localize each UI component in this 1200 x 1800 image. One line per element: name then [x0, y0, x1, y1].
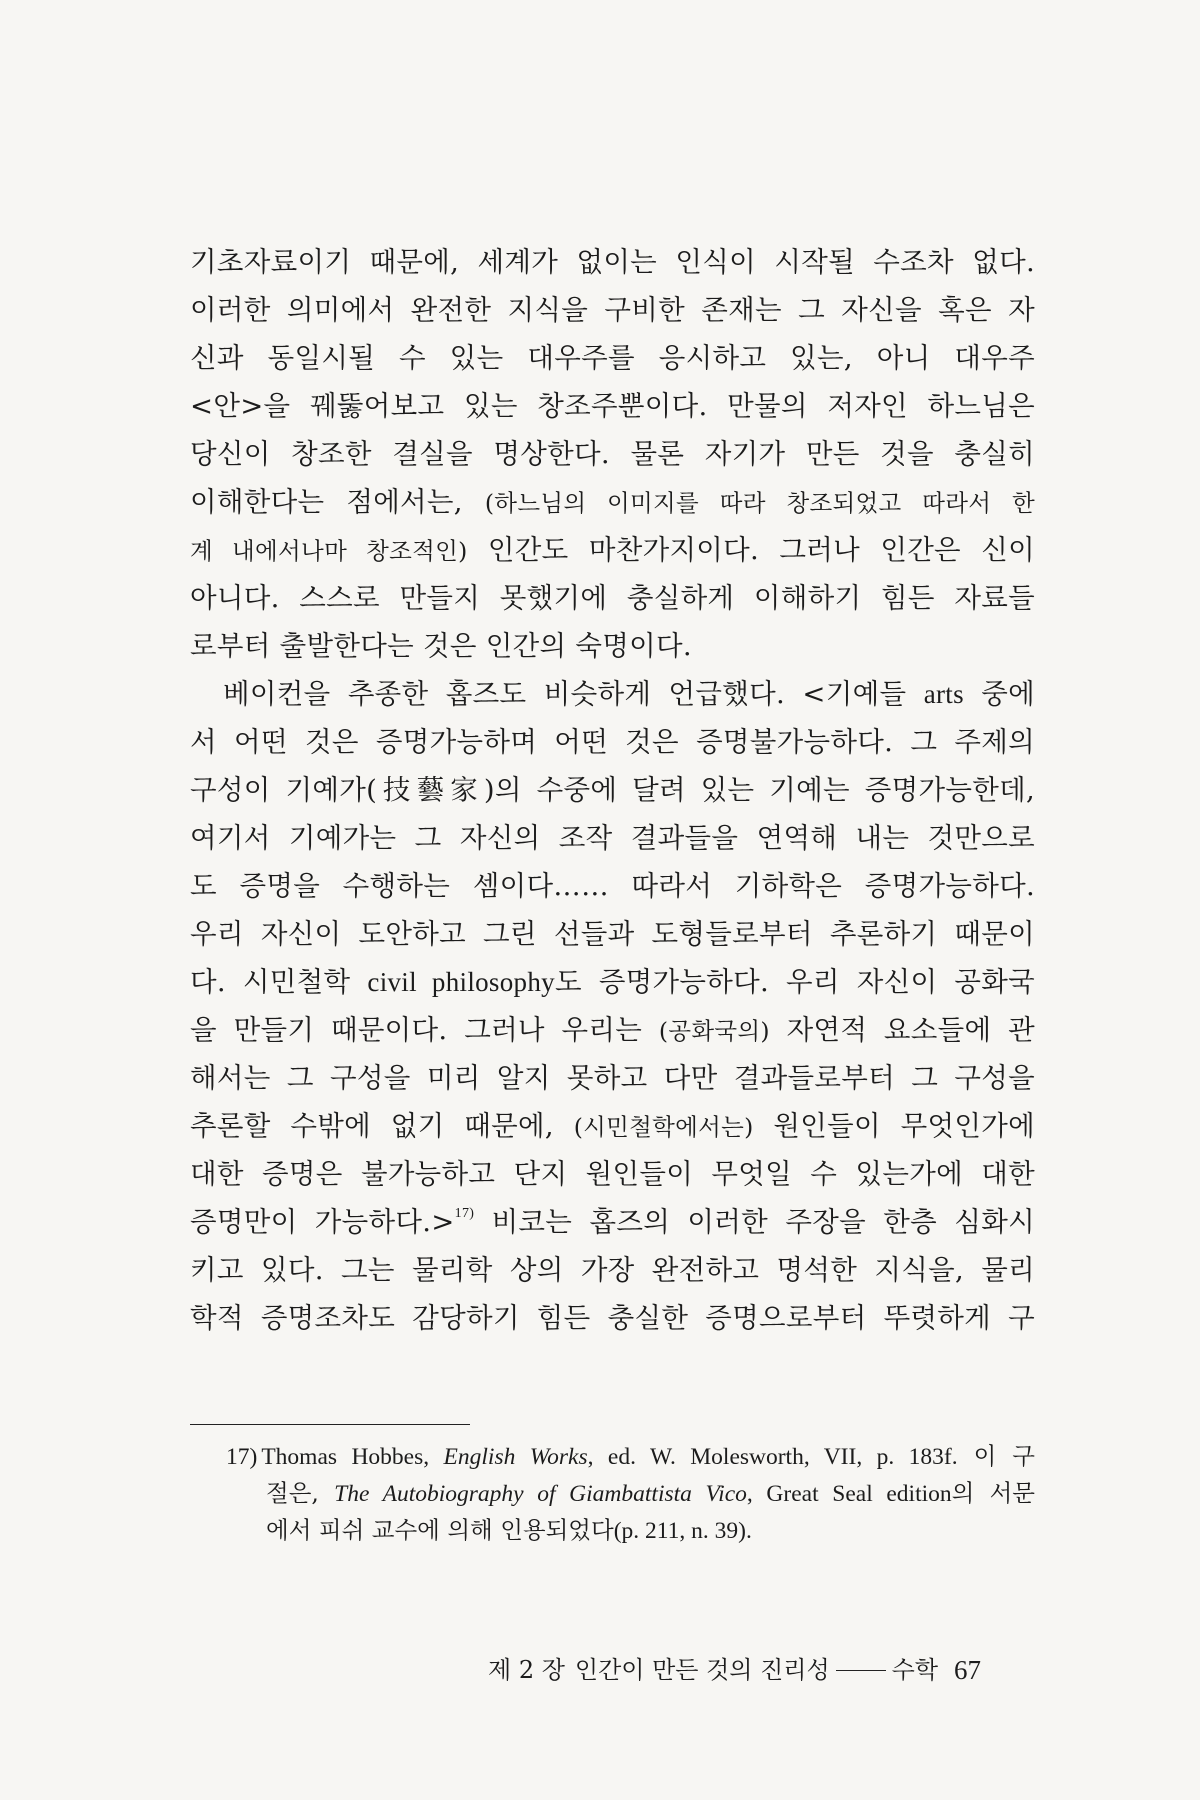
text-segment: 원인들이 무엇인가에 [753, 1110, 1035, 1142]
page-number: 67 [954, 1655, 982, 1685]
parenthetical-text: (시민철학에서는) [573, 1113, 754, 1141]
text-line [190, 670, 1035, 718]
text-segment: 인간도 마찬가지이다. 그러나 인간은 신이 [467, 534, 1035, 566]
footnote-line [190, 1512, 1035, 1549]
text-segment: 증명만이 가능하다.> [190, 1206, 455, 1238]
text-line: 해서는 그 구성을 미리 알지 못하고 다만 결과들로부터 그 구성을 [190, 1062, 1035, 1094]
running-footer [488, 1650, 1033, 1690]
parenthetical-text: 계 내에서나마 창조적인) [190, 537, 468, 565]
chapter-label: 제 2 장 [488, 1656, 565, 1684]
text-segment: 이해한다는 점에서는, [190, 486, 485, 518]
text-segment: 에서 피쉬 교수에 의해 인용되었다 [266, 1516, 614, 1544]
text-line [190, 958, 1035, 1006]
text-segment: 중에 [963, 678, 1035, 710]
text-line: 로부터 출발한다는 것은 인간의 숙명이다. [190, 630, 692, 662]
text-segment: 추론할 수밖에 없기 때문에, [190, 1110, 574, 1142]
text-segment: 이 구 [957, 1442, 1035, 1470]
text-segment: 자연적 요소들에 관 [769, 1014, 1036, 1046]
text-line [190, 1102, 1035, 1150]
text-line: 대한 증명은 불가능하고 단지 원인들이 무엇일 수 있는가에 대한 [190, 1158, 1035, 1190]
text-segment: Thomas Hobbes, [261, 1444, 444, 1470]
parenthetical-text: (공화국의) [658, 1017, 770, 1045]
text-line: 우리 자신이 도안하고 그린 선들과 도형들로부터 추론하기 때문이 [190, 918, 1035, 950]
text-line: 기초자료이기 때문에, 세계가 없이는 인식이 시작될 수조차 없다. [190, 246, 1035, 278]
text-line: 이러한 의미에서 완전한 지식을 구비한 존재는 그 자신을 혹은 자 [190, 294, 1035, 326]
latin-term: arts [923, 679, 964, 709]
text-line: <안>을 꿰뚫어보고 있는 창조주뿐이다. 만물의 저자인 하느님은 [190, 390, 1035, 422]
italic-title: The Autobiography of Giambattista Vico [334, 1481, 747, 1507]
text-segment: 을 만들기 때문이다. 그러나 우리는 [190, 1014, 659, 1046]
footnote-number: 17) [226, 1444, 258, 1470]
text-line [190, 526, 1035, 574]
text-line [190, 478, 1035, 526]
footnote-section [190, 1438, 1035, 1549]
text-line: 구성이 기예가(技藝家)의 수중에 달려 있는 기예는 증명가능한데, [190, 774, 1035, 806]
footnote-reference[interactable]: 17) [454, 1206, 475, 1221]
footnote-line [190, 1438, 1035, 1475]
text-segment: 비코는 홉즈의 이러한 주장을 한층 심화시 [491, 1206, 1035, 1238]
em-dash-rule [836, 1670, 886, 1671]
chapter-title: 인간이 만든 것의 진리성 [574, 1656, 830, 1684]
text-segment: 베이컨을 추종한 홉즈도 비슷하게 언급했다. <기예들 [223, 678, 924, 710]
text-line: 여기서 기예가는 그 자신의 조작 결과들을 연역해 내는 것만으로 [190, 822, 1035, 854]
text-segment: 다. 시민철학 [190, 966, 368, 998]
footnote-line [190, 1475, 1035, 1512]
footnote-divider [190, 1424, 470, 1425]
text-segment: 의 서문 [951, 1479, 1035, 1507]
text-line [190, 1006, 1035, 1054]
text-segment: 절은, [266, 1479, 335, 1507]
text-segment: 도 증명가능하다. 우리 자신이 공화국 [554, 966, 1036, 998]
text-line [190, 1198, 1035, 1246]
text-line: 학적 증명조차도 감당하기 힘든 충실한 증명으로부터 뚜렷하게 구 [190, 1302, 1035, 1334]
text-line: 아니다. 스스로 만들지 못했기에 충실하게 이해하기 힘든 자료들 [190, 582, 1035, 614]
text-line: 키고 있다. 그는 물리학 상의 가장 완전하고 명석한 지식을, 물리 [190, 1254, 1035, 1286]
text-segment: (p. 211, n. 39). [613, 1518, 752, 1544]
text-segment: , Great Seal edition [746, 1481, 952, 1507]
latin-term: civil philosophy [367, 967, 555, 997]
text-line: 신과 동일시될 수 있는 대우주를 응시하고 있는, 아니 대우주 [190, 342, 1035, 374]
text-segment: , ed. W. Molesworth, VII, p. 183f. [587, 1444, 958, 1470]
text-line: 당신이 창조한 결실을 명상한다. 물론 자기가 만든 것을 충실히 [190, 438, 1035, 470]
body-text [190, 238, 1035, 1342]
text-line: 서 어떤 것은 증명가능하며 어떤 것은 증명불가능하다. 그 주제의 [190, 726, 1035, 758]
section-label: 수학 [891, 1656, 939, 1684]
text-line: 도 증명을 수행하는 셈이다…… 따라서 기하학은 증명가능하다. [190, 870, 1035, 902]
parenthetical-text: (하느님의 이미지를 따라 창조되었고 따라서 한 [484, 489, 1035, 517]
italic-title: English Works [443, 1444, 588, 1470]
